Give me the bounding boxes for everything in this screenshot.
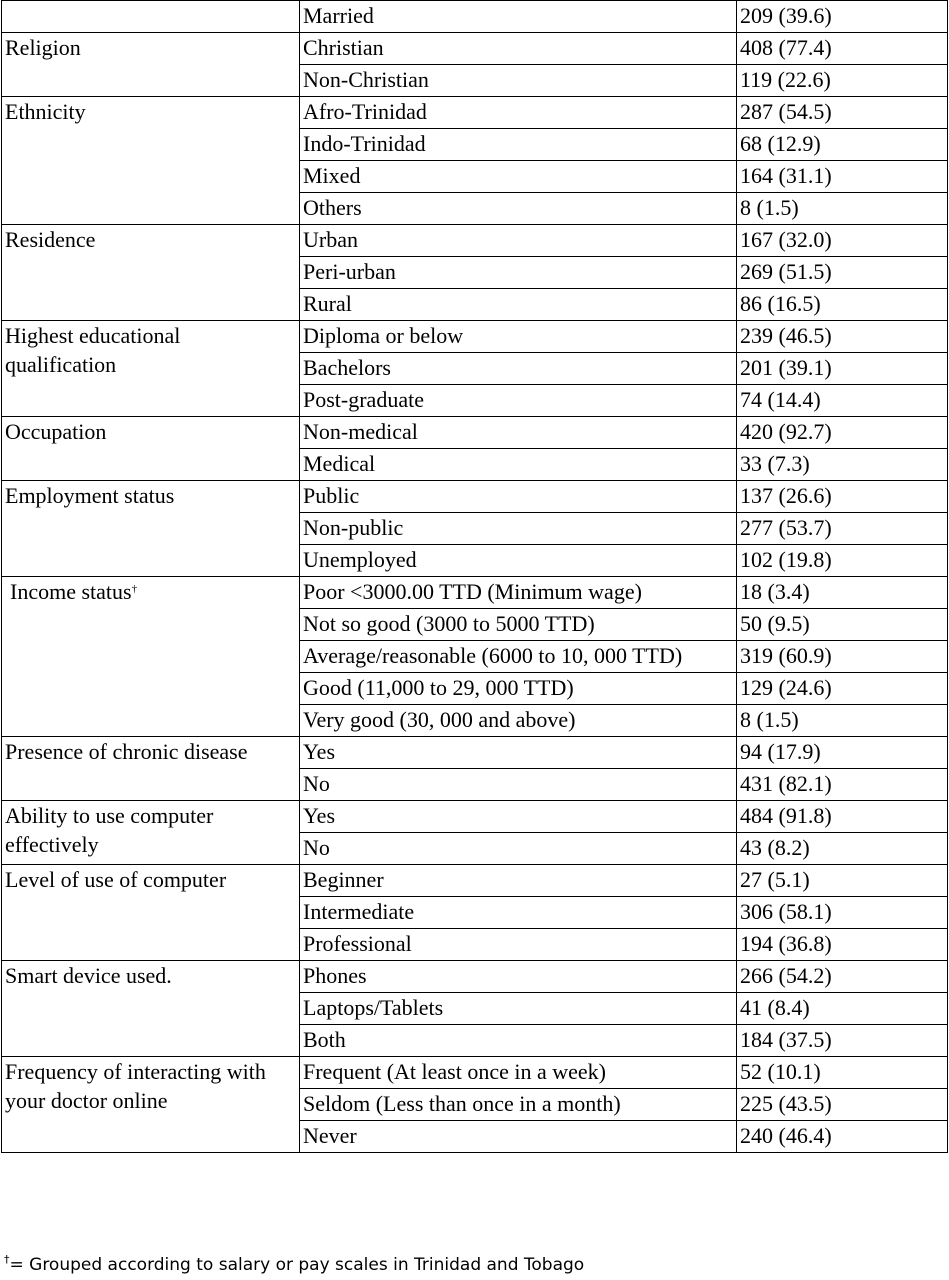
category-cell: Ability to use computer effectively: [2, 801, 300, 865]
subcategory-cell: Post-graduate: [300, 385, 737, 417]
value-cell: 194 (36.8): [737, 929, 948, 961]
value-cell: 8 (1.5): [737, 193, 948, 225]
demographics-table: [1, 0, 948, 1153]
subcategory-cell: Seldom (Less than once in a month): [300, 1089, 737, 1121]
dagger-symbol: †: [131, 583, 138, 595]
footnote-dagger: †: [4, 1253, 10, 1266]
subcategory-cell: Rural: [300, 289, 737, 321]
income-status-label: Income status: [10, 579, 132, 604]
value-cell: 102 (19.8): [737, 545, 948, 577]
category-cell: Residence: [2, 225, 300, 321]
value-cell: 52 (10.1): [737, 1057, 948, 1089]
subcategory-cell: Public: [300, 481, 737, 513]
subcategory-cell: Beginner: [300, 865, 737, 897]
value-cell: 50 (9.5): [737, 609, 948, 641]
subcategory-cell: Indo-Trinidad: [300, 129, 737, 161]
subcategory-cell: No: [300, 833, 737, 865]
subcategory-cell: Mixed: [300, 161, 737, 193]
value-cell: 225 (43.5): [737, 1089, 948, 1121]
subcategory-cell: Average/reasonable (6000 to 10, 000 TTD): [300, 641, 737, 673]
table-row: [2, 1057, 948, 1089]
table-row: [2, 97, 948, 129]
subcategory-cell: Frequent (At least once in a week): [300, 1057, 737, 1089]
value-cell: 408 (77.4): [737, 33, 948, 65]
value-cell: 164 (31.1): [737, 161, 948, 193]
table-row: [2, 481, 948, 513]
value-cell: 201 (39.1): [737, 353, 948, 385]
table-row: [2, 1, 948, 33]
subcategory-cell: Christian: [300, 33, 737, 65]
subcategory-cell: Medical: [300, 449, 737, 481]
value-cell: 68 (12.9): [737, 129, 948, 161]
subcategory-cell: Both: [300, 1025, 737, 1057]
value-cell: 74 (14.4): [737, 385, 948, 417]
value-cell: 269 (51.5): [737, 257, 948, 289]
subcategory-cell: Non-Christian: [300, 65, 737, 97]
value-cell: 18 (3.4): [737, 577, 948, 609]
value-cell: 266 (54.2): [737, 961, 948, 993]
subcategory-cell: Non-public: [300, 513, 737, 545]
subcategory-cell: Diploma or below: [300, 321, 737, 353]
subcategory-cell: Bachelors: [300, 353, 737, 385]
table-row: [2, 865, 948, 897]
category-cell: Employment status: [2, 481, 300, 577]
value-cell: 484 (91.8): [737, 801, 948, 833]
value-cell: 94 (17.9): [737, 737, 948, 769]
subcategory-cell: Yes: [300, 801, 737, 833]
category-cell: [2, 1, 300, 33]
subcategory-cell: Very good (30, 000 and above): [300, 705, 737, 737]
value-cell: 33 (7.3): [737, 449, 948, 481]
value-cell: 86 (16.5): [737, 289, 948, 321]
table-row: [2, 801, 948, 833]
value-cell: 240 (46.4): [737, 1121, 948, 1153]
subcategory-cell: Others: [300, 193, 737, 225]
value-cell: 119 (22.6): [737, 65, 948, 97]
subcategory-cell: Not so good (3000 to 5000 TTD): [300, 609, 737, 641]
value-cell: 27 (5.1): [737, 865, 948, 897]
value-cell: 287 (54.5): [737, 97, 948, 129]
subcategory-cell: Phones: [300, 961, 737, 993]
table-row: [2, 417, 948, 449]
category-cell: Level of use of computer: [2, 865, 300, 961]
subcategory-cell: Afro-Trinidad: [300, 97, 737, 129]
value-cell: 306 (58.1): [737, 897, 948, 929]
subcategory-cell: Good (11,000 to 29, 000 TTD): [300, 673, 737, 705]
subcategory-cell: Unemployed: [300, 545, 737, 577]
table-row: [2, 225, 948, 257]
subcategory-cell: Professional: [300, 929, 737, 961]
value-cell: 209 (39.6): [737, 1, 948, 33]
value-cell: 43 (8.2): [737, 833, 948, 865]
table-footnote: [4, 1255, 584, 1275]
subcategory-cell: Married: [300, 1, 737, 33]
category-cell: Highest educational qualification: [2, 321, 300, 417]
subcategory-cell: Intermediate: [300, 897, 737, 929]
subcategory-cell: Non-medical: [300, 417, 737, 449]
value-cell: 319 (60.9): [737, 641, 948, 673]
subcategory-cell: Laptops/Tablets: [300, 993, 737, 1025]
subcategory-cell: Peri-urban: [300, 257, 737, 289]
category-cell: Presence of chronic disease: [2, 737, 300, 801]
category-cell: [2, 577, 300, 737]
table-row: [2, 321, 948, 353]
subcategory-cell: No: [300, 769, 737, 801]
value-cell: 184 (37.5): [737, 1025, 948, 1057]
footnote-text: = Grouped according to salary or pay scales in Trinidad and Tobago: [9, 1255, 585, 1275]
table-row: [2, 737, 948, 769]
value-cell: 137 (26.6): [737, 481, 948, 513]
value-cell: 8 (1.5): [737, 705, 948, 737]
subcategory-cell: Urban: [300, 225, 737, 257]
table-row: [2, 33, 948, 65]
value-cell: 167 (32.0): [737, 225, 948, 257]
value-cell: 239 (46.5): [737, 321, 948, 353]
value-cell: 129 (24.6): [737, 673, 948, 705]
table-row: [2, 577, 948, 609]
subcategory-cell: Yes: [300, 737, 737, 769]
table-row: [2, 961, 948, 993]
category-cell: Smart device used.: [2, 961, 300, 1057]
category-cell: Frequency of interacting with your doctor online: [2, 1057, 300, 1153]
value-cell: 420 (92.7): [737, 417, 948, 449]
category-cell: Ethnicity: [2, 97, 300, 225]
value-cell: 277 (53.7): [737, 513, 948, 545]
category-cell: Religion: [2, 33, 300, 97]
subcategory-cell: Never: [300, 1121, 737, 1153]
value-cell: 41 (8.4): [737, 993, 948, 1025]
subcategory-cell: Poor <3000.00 TTD (Minimum wage): [300, 577, 737, 609]
category-cell: Occupation: [2, 417, 300, 481]
value-cell: 431 (82.1): [737, 769, 948, 801]
